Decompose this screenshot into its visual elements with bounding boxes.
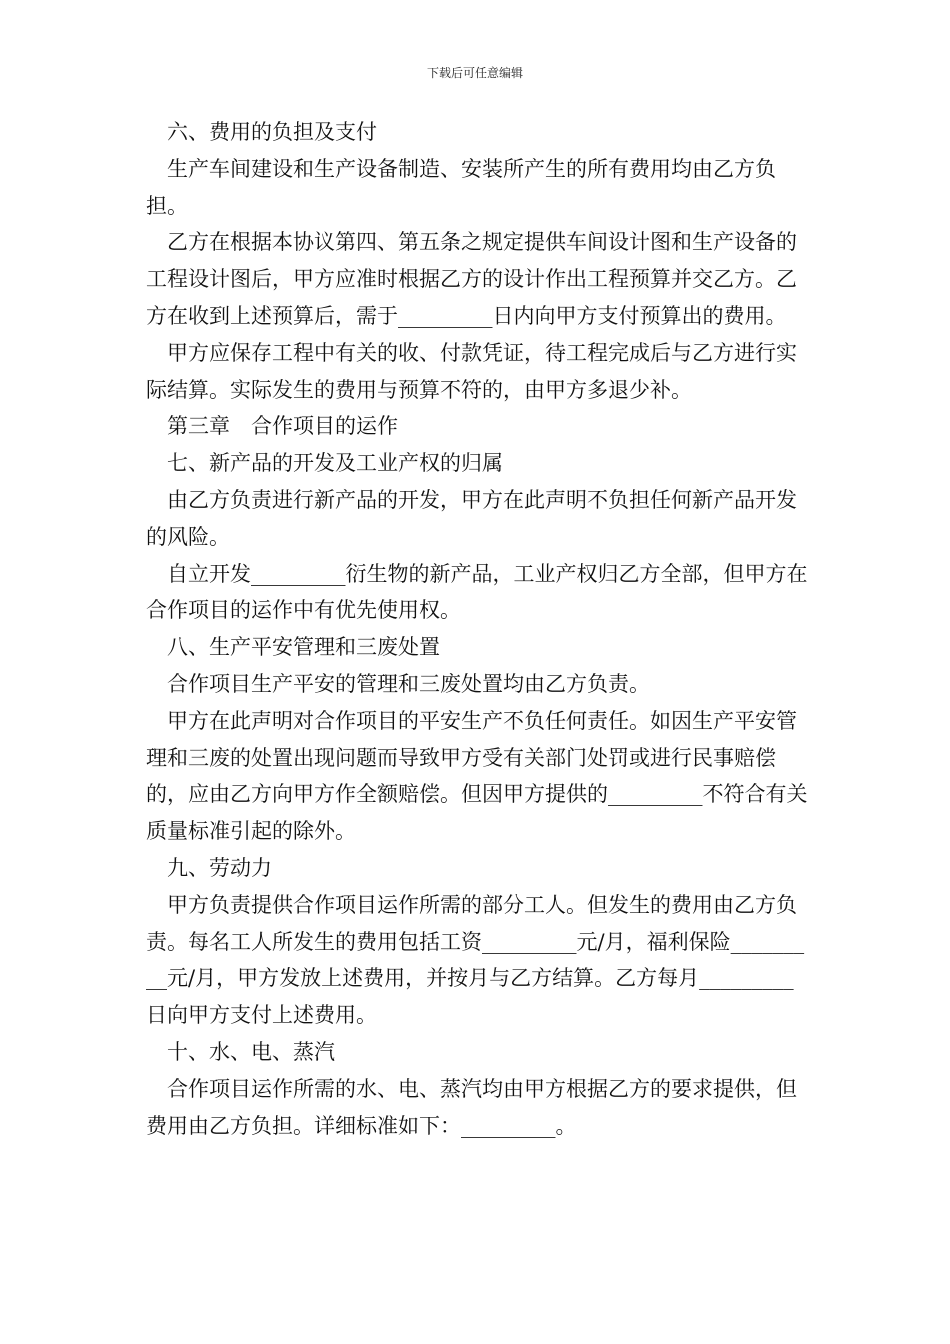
body-paragraph: 自立开发_________衍生物的新产品，工业产权归乙方全部，但甲方在合作项目的运作中有优先使用权。 <box>146 561 808 623</box>
body-paragraph: 合作项目生产平安的管理和三废处置均由乙方负责。 <box>167 671 650 696</box>
body-paragraph: 生产车间建设和生产设备制造、安装所产生的所有费用均由乙方负担。 <box>146 156 776 218</box>
chapter-heading: 第三章 合作项目的运作 <box>167 414 398 439</box>
document-body <box>146 114 811 1144</box>
body-paragraph: 由乙方负责进行新产品的开发，甲方在此声明不负担任何新产品开发的风险。 <box>146 487 797 549</box>
section-heading: 十、水、电、蒸汽 <box>167 1039 335 1064</box>
body-paragraph: 甲方应保存工程中有关的收、付款凭证，待工程完成后与乙方进行实际结算。实际发生的费用与预算不符的，由甲方多退少补。 <box>146 340 797 402</box>
section-heading: 九、劳动力 <box>167 855 272 880</box>
body-paragraph: 甲方在此声明对合作项目的平安生产不负任何责任。如因生产平安管理和三废的处置出现问题而导致甲方受有关部门处罚或进行民事赔偿的，应由乙方向甲方作全额赔偿。但因甲方提供的_________不符合有关质量标准引起的除外。 <box>146 708 808 844</box>
body-paragraph: 甲方负责提供合作项目运作所需的部分工人。但发生的费用由乙方负责。每名工人所发生的费用包括工资_________元/月，福利保险_________元/月，甲方发放上述费用，并按月与乙方结算。乙方每月_________日向甲方支付上述费用。 <box>146 892 805 1028</box>
section-heading: 八、生产平安管理和三废处置 <box>167 635 440 660</box>
section-heading: 七、新产品的开发及工业产权的归属 <box>167 451 503 476</box>
page-header-note: 下载后可任意编辑 <box>426 66 523 80</box>
body-paragraph: 乙方在根据本协议第四、第五条之规定提供车间设计图和生产设备的工程设计图后，甲方应准时根据乙方的设计作出工程预算并交乙方。乙方在收到上述预算后，需于_________日内向甲方支付预算出的费用。 <box>146 230 797 328</box>
section-heading: 六、费用的负担及支付 <box>167 120 377 144</box>
body-paragraph: 合作项目运作所需的水、电、蒸汽均由甲方根据乙方的要求提供，但费用由乙方负担。详细标准如下：_________。 <box>146 1076 797 1138</box>
